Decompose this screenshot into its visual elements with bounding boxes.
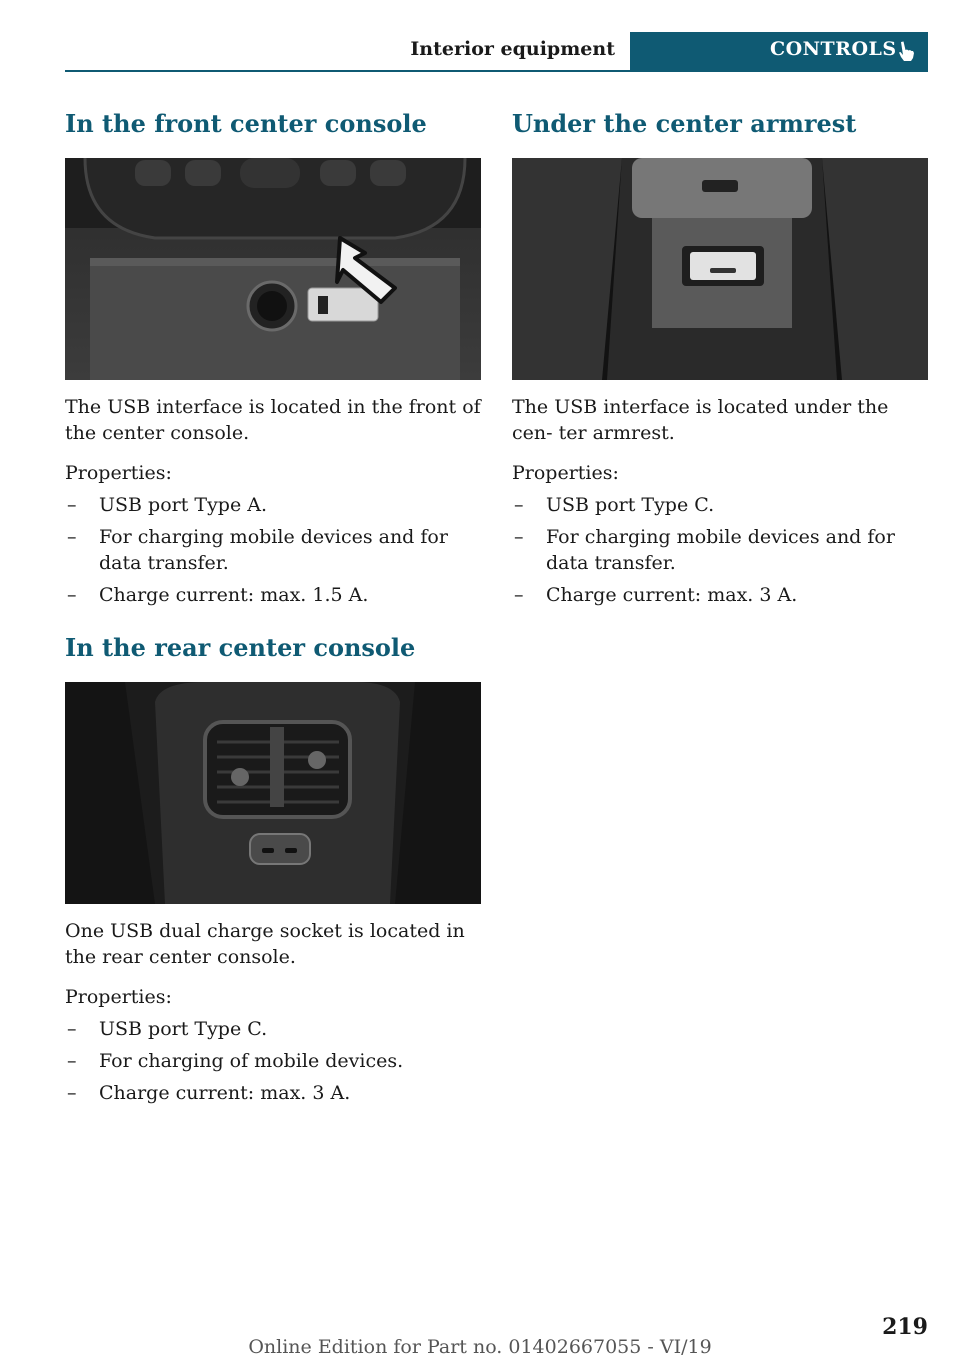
armrest-photo	[512, 158, 928, 380]
bullet-dash: –	[514, 584, 524, 606]
rear-console-photo	[65, 682, 481, 904]
bullet-dash: –	[514, 494, 524, 516]
pointing-hand-icon	[894, 39, 918, 63]
edition-footer: Online Edition for Part no. 01402667055 - VI/19	[248, 1336, 712, 1358]
rear-console-heading: In the rear center console	[65, 633, 416, 662]
bullet-dash: –	[67, 1018, 77, 1040]
header-section-title: Interior equipment	[410, 38, 615, 60]
list-item: – Charge current: max. 1.5 A.	[67, 584, 369, 606]
armrest-properties-label: Properties:	[512, 462, 619, 484]
left-column	[65, 108, 481, 1112]
header-rule	[65, 70, 928, 72]
armrest-properties-list	[512, 492, 928, 608]
armrest-description: The USB interface is located under the cen‐ ter armrest.	[512, 396, 889, 444]
rear-properties-label: Properties:	[65, 986, 172, 1008]
list-item: – For charging of mobile devices.	[67, 1050, 404, 1072]
list-item: – Charge current: max. 3 A.	[67, 1082, 351, 1104]
front-console-description: The USB interface is located in the front of the center console.	[65, 396, 481, 444]
list-item: – USB port Type A.	[67, 494, 268, 516]
front-console-photo	[65, 158, 481, 380]
list-item: – For charging mobile devices and for data transfer.	[67, 526, 448, 574]
list-item: – Charge current: max. 3 A.	[514, 584, 798, 606]
armrest-heading: Under the center armrest	[512, 109, 857, 138]
front-console-heading: In the front center console	[65, 109, 427, 138]
list-item: – For charging mobile devices and for data transfer.	[514, 526, 895, 574]
list-item: – USB port Type C.	[67, 1018, 268, 1040]
bullet-dash: –	[67, 1050, 77, 1072]
list-item: – USB port Type C.	[514, 494, 715, 516]
header-chapter-label: CONTROLS	[770, 38, 897, 60]
bullet-dash: –	[67, 526, 77, 548]
front-properties-label: Properties:	[65, 462, 172, 484]
front-properties-list	[65, 492, 481, 608]
page-number: 219	[882, 1314, 928, 1340]
header-chapter-tab	[630, 32, 928, 70]
right-column	[512, 108, 928, 614]
bullet-dash: –	[67, 584, 77, 606]
rear-console-description: One USB dual charge socket is located in the rear center console.	[65, 920, 465, 968]
rear-properties-list	[65, 1016, 481, 1106]
bullet-dash: –	[67, 494, 77, 516]
bullet-dash: –	[67, 1082, 77, 1104]
page-header	[65, 32, 928, 72]
bullet-dash: –	[514, 526, 524, 548]
